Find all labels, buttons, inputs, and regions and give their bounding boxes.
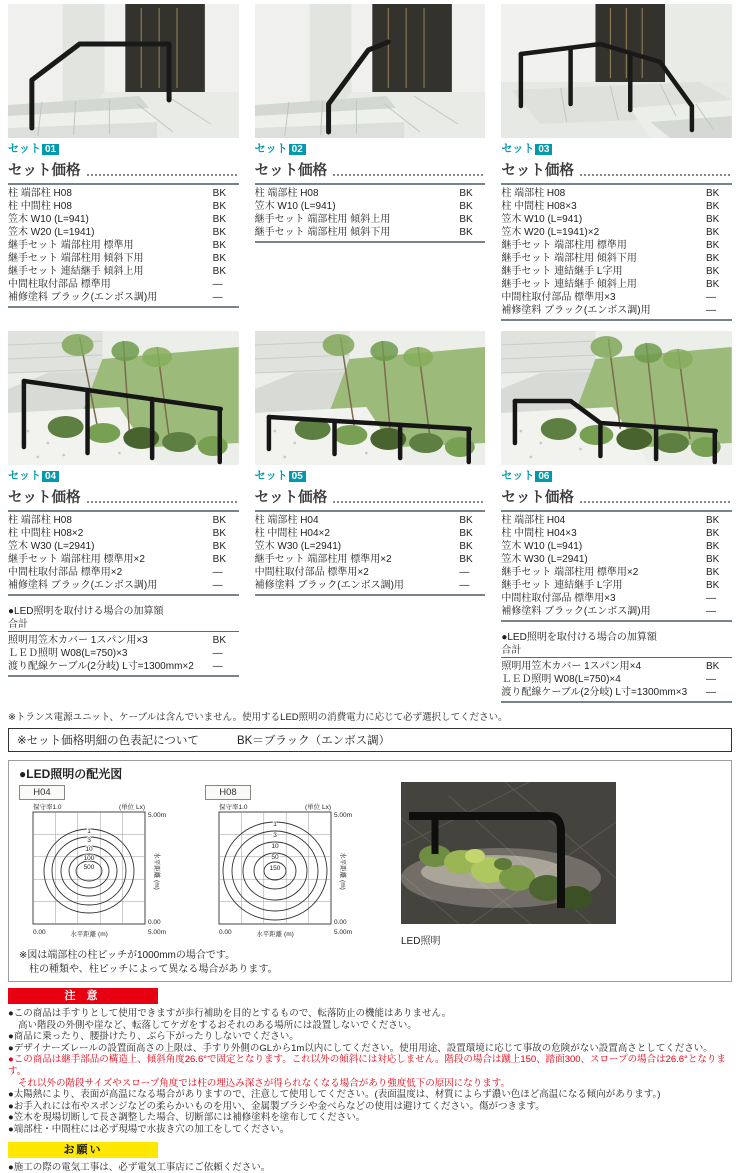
part-color: BK	[212, 188, 226, 199]
part-name: 笠木 W30 (L=2941)	[8, 541, 95, 552]
svg-text:10: 10	[85, 846, 93, 853]
price-row	[501, 514, 732, 527]
dotted-leader	[87, 501, 237, 503]
price-table	[255, 512, 486, 596]
part-name: 笠木 W10 (L=941)	[8, 214, 89, 225]
price-row	[8, 187, 239, 200]
part-name: 中間柱取付部品 標準用×2	[8, 567, 123, 578]
led-addon-title: ●LED照明を取付ける場合の加算額	[8, 606, 164, 617]
request-title: お願い	[8, 1142, 158, 1158]
price-row	[501, 605, 732, 618]
part-color: BK	[459, 515, 473, 526]
price-table	[501, 512, 732, 622]
color-legend-label: ※セット価格明細の色表記について	[17, 735, 199, 747]
set-tag-number: 06	[535, 471, 552, 482]
price-row	[501, 304, 732, 317]
price-row	[8, 634, 239, 647]
part-name: 継手セット 端部柱用 傾斜下用	[254, 227, 391, 238]
part-name: 柱 中間柱 H04×3	[501, 528, 577, 539]
led-addon-block	[8, 605, 239, 677]
caution-line: ●お手入れには布やスポンジなどの柔らかいものを用い、金属製ブラシや金べらなどの使用は避けてください。傷がつきます。	[8, 1100, 545, 1112]
part-color: BK	[706, 240, 720, 251]
led-distribution-section	[8, 760, 732, 982]
price-header	[501, 159, 732, 185]
part-name: 継手セット 端部柱用 傾斜下用	[8, 253, 144, 264]
price-row	[8, 647, 239, 660]
chart-label-h04: H04	[19, 785, 65, 800]
part-color: BK	[459, 528, 473, 539]
svg-text:5.00m: 5.00m	[334, 929, 353, 936]
price-header-label: セット価格	[8, 490, 81, 506]
part-color: —	[459, 580, 470, 591]
part-color: BK	[459, 214, 473, 225]
dotted-leader	[333, 174, 483, 176]
price-row	[501, 239, 732, 252]
set-tag-label: セット	[8, 470, 41, 482]
sets-row-1	[0, 0, 740, 321]
price-row	[501, 566, 732, 579]
set-card-01	[8, 4, 239, 321]
price-row	[255, 213, 486, 226]
part-name: 照明用笠木カバー 1スパン用×4	[501, 661, 642, 672]
part-color: —	[706, 606, 716, 617]
led-section-title: ●LED照明の配光図	[19, 767, 123, 781]
price-row	[501, 278, 732, 291]
part-color: BK	[212, 528, 226, 539]
price-header-label: セット価格	[254, 490, 328, 506]
price-row	[255, 566, 486, 579]
svg-text:5.00m: 5.00m	[148, 812, 167, 819]
part-color: BK	[212, 266, 226, 277]
part-color: BK	[706, 279, 720, 290]
price-row	[8, 265, 239, 278]
part-color: BK	[212, 227, 226, 238]
transformer-note: ※トランス電源ユニット、ケーブルは含んでいません。使用するLED照明の消費電力に応じて必ず選択してください。	[8, 712, 508, 723]
part-name: 継手セット 端部柱用 標準用×2	[254, 554, 392, 565]
led-addon-total-label: 合計	[8, 618, 239, 632]
led-addon-table	[8, 632, 239, 677]
price-header-label: セット価格	[8, 163, 81, 179]
svg-text:150: 150	[269, 865, 281, 872]
price-row	[8, 579, 239, 592]
set-tag-number: 04	[42, 471, 59, 482]
part-color: —	[212, 648, 223, 659]
part-color: BK	[706, 188, 720, 199]
set-tag	[8, 143, 239, 156]
part-name: ＬＥＤ照明 W08(L=750)×3	[8, 648, 128, 659]
svg-text:1: 1	[87, 828, 91, 835]
part-color: —	[212, 580, 223, 591]
part-name: 柱 中間柱 H08×3	[501, 201, 577, 212]
part-color: BK	[212, 214, 226, 225]
color-legend-box	[8, 728, 732, 752]
svg-text:0.00: 0.00	[334, 919, 347, 926]
caution-line: ●商品に乗ったり、腰掛けたり、ぶら下がったりしないでください。	[8, 1031, 299, 1043]
svg-text:100: 100	[83, 855, 95, 862]
price-row	[8, 278, 239, 291]
chart-block-h04	[19, 782, 205, 947]
price-row	[8, 226, 239, 239]
light-distribution-chart-h04	[19, 801, 205, 941]
chart-block-h08	[205, 782, 391, 947]
part-name: 補修塗料 ブラック(エンボス調)用	[8, 580, 158, 591]
price-row	[8, 540, 239, 553]
part-name: 笠木 W20 (L=1941)×2	[501, 227, 600, 238]
price-header	[8, 486, 239, 512]
price-row	[255, 579, 486, 592]
part-color: BK	[706, 528, 720, 539]
caution-line: 高い階段の外側や崖など、転落してケガをするおそれのある場所には設置しないでください。	[18, 1019, 417, 1031]
led-addon-title: ●LED照明を取付ける場合の加算額	[501, 632, 657, 643]
part-name: 柱 端部柱 H08	[254, 188, 319, 199]
part-color: —	[212, 661, 223, 672]
dotted-leader	[580, 501, 730, 503]
price-table	[501, 185, 732, 321]
price-row	[501, 527, 732, 540]
set-tag	[8, 470, 239, 483]
price-row	[255, 553, 486, 566]
led-lighting-photo	[401, 782, 616, 924]
price-header-label: セット価格	[501, 163, 574, 179]
set-card-02	[255, 4, 486, 321]
led-note-line1: ※図は端部柱の柱ピッチが1000mmの場合です。	[19, 950, 236, 961]
set-tag-label: セット	[501, 470, 535, 482]
part-color: BK	[459, 227, 473, 238]
part-name: 中間柱取付部品 標準用	[8, 279, 111, 290]
svg-text:500: 500	[83, 864, 95, 871]
part-color: —	[212, 279, 223, 290]
price-row	[501, 291, 732, 304]
request-list	[0, 1162, 740, 1173]
chart-label-h08: H08	[205, 785, 251, 800]
part-color: —	[459, 567, 470, 578]
part-name: 笠木 W10 (L=941)	[501, 541, 583, 552]
price-row	[255, 187, 486, 200]
part-color: BK	[212, 240, 226, 251]
part-color: BK	[706, 661, 720, 672]
part-color: BK	[459, 201, 473, 212]
part-name: 柱 中間柱 H08×2	[8, 528, 84, 539]
caution-line: ●この商品は手すりとして使用できますが歩行補助を目的とするもので、転落防止の機能はありません。	[8, 1008, 452, 1019]
part-color: BK	[212, 541, 226, 552]
set-tag-number: 05	[289, 471, 306, 482]
svg-text:保守率1.0: 保守率1.0	[219, 804, 248, 811]
led-photo-block	[401, 782, 616, 947]
stair-handrail-illustration-01	[8, 4, 239, 138]
part-name: 継手セット 端部柱用 標準用	[501, 240, 627, 251]
price-header	[501, 486, 732, 512]
part-color: —	[706, 593, 716, 604]
part-name: 渡り配線ケーブル(2分岐) L寸=1300mm×3	[501, 687, 688, 698]
part-name: 補修塗料 ブラック(エンボス調)用	[501, 606, 651, 617]
price-row	[8, 660, 239, 673]
caution-line: ●この商品は継手部品の構造上、傾斜角度26.6°で固定となります。これ以外の傾斜には対応しません。階段の場合は蹴上150、踏面300、スロープの場合は26.6°となります。	[8, 1054, 726, 1077]
part-name: 笠木 W10 (L=941)	[501, 214, 583, 225]
set-tag	[501, 143, 732, 156]
price-row	[501, 686, 732, 699]
set-tag-label: セット	[8, 143, 41, 155]
part-color: BK	[706, 554, 720, 565]
set-tag-number: 03	[535, 144, 552, 155]
part-color: BK	[212, 515, 226, 526]
part-color: BK	[212, 554, 226, 565]
dotted-leader	[333, 501, 483, 503]
price-row	[255, 540, 486, 553]
caution-title: 注 意	[8, 988, 158, 1004]
set-tag-label: セット	[501, 143, 535, 155]
price-row	[501, 226, 732, 239]
part-name: ＬＥＤ照明 W08(L=750)×4	[501, 674, 621, 685]
svg-text:(単位 Lx): (単位 Lx)	[305, 804, 331, 811]
caution-line: ●笠木を現場切断して長さ調整した場合、切断部には補修塗料を塗布してください。	[8, 1112, 366, 1124]
set-tag-number: 01	[42, 144, 59, 155]
part-color: BK	[212, 201, 226, 212]
price-header-label: セット価格	[501, 490, 574, 506]
set-tag	[255, 470, 486, 483]
part-name: 継手セット 端部柱用 標準用×2	[8, 554, 145, 565]
part-name: 柱 端部柱 H04	[254, 515, 319, 526]
caution-line: それ以外の階段サイズやスロープ角度では柱の埋込み深さが得られなくなる場合があり強度低下の原因になります。	[18, 1077, 511, 1089]
price-row	[8, 252, 239, 265]
svg-text:(単位 Lx): (単位 Lx)	[119, 804, 145, 811]
price-row	[255, 527, 486, 540]
part-name: 渡り配線ケーブル(2分岐) L寸=1300mm×2	[8, 661, 194, 672]
price-row	[501, 660, 732, 673]
price-row	[501, 540, 732, 553]
part-color: —	[212, 567, 223, 578]
price-row	[8, 514, 239, 527]
price-row	[501, 673, 732, 686]
price-row	[8, 200, 239, 213]
part-name: 継手セット 端部柱用 標準用	[8, 240, 134, 251]
dotted-leader	[87, 174, 237, 176]
price-row	[8, 566, 239, 579]
part-color: BK	[706, 253, 720, 264]
svg-text:1: 1	[273, 821, 277, 828]
svg-text:水平距離 (m): 水平距離 (m)	[256, 931, 294, 938]
part-name: 中間柱取付部品 標準用×3	[501, 292, 616, 303]
garden-railing-illustration-05	[255, 331, 486, 465]
part-color: —	[706, 292, 716, 303]
set-tag	[501, 470, 732, 483]
svg-text:5.00m: 5.00m	[148, 929, 167, 936]
svg-text:5.00m: 5.00m	[334, 812, 353, 819]
price-header	[255, 159, 486, 185]
garden-railing-illustration-04	[8, 331, 239, 465]
led-notes	[19, 949, 721, 977]
svg-text:3: 3	[87, 837, 91, 844]
part-name: 笠木 W20 (L=1941)	[8, 227, 95, 238]
garden-railing-illustration-06	[501, 331, 732, 465]
price-row	[255, 514, 486, 527]
dotted-leader	[580, 174, 730, 176]
svg-text:10: 10	[271, 843, 279, 850]
part-color: —	[706, 687, 716, 698]
led-addon-total-label: 合計	[501, 644, 732, 658]
price-header	[255, 486, 486, 512]
price-row	[8, 553, 239, 566]
price-row	[501, 592, 732, 605]
set-card-06	[501, 331, 732, 703]
price-table	[255, 185, 486, 243]
set-tag-label: セット	[254, 470, 288, 482]
stair-handrail-illustration-02	[255, 4, 486, 138]
price-row	[501, 265, 732, 278]
part-name: 笠木 W30 (L=2941)	[254, 541, 342, 552]
color-legend-value: BK＝ブラック（エンボス調）	[237, 735, 391, 747]
part-name: 継手セット 連結継手 L字用	[501, 266, 623, 277]
part-name: 補修塗料 ブラック(エンボス調)用	[8, 292, 158, 303]
price-row	[8, 213, 239, 226]
sets-row-2	[0, 327, 740, 703]
part-name: 柱 端部柱 H08	[8, 188, 72, 199]
caution-line: ●太陽熱により、表面が高温になる場合がありますので、注意して使用してください。(表面温度は、材質によらず濃い色ほど高温になる傾向があります。)	[8, 1089, 661, 1101]
set-tag-number: 02	[289, 144, 306, 155]
price-row	[8, 291, 239, 304]
led-addon-block	[501, 631, 732, 703]
svg-text:水平距離 (m): 水平距離 (m)	[70, 931, 108, 938]
part-color: —	[706, 305, 716, 316]
part-color: BK	[706, 567, 720, 578]
part-name: 柱 中間柱 H08	[8, 201, 72, 212]
svg-text:保守率1.0: 保守率1.0	[33, 804, 62, 811]
part-name: 継手セット 連結継手 L字用	[501, 580, 623, 591]
part-name: 柱 端部柱 H08	[8, 515, 72, 526]
set-tag	[255, 143, 486, 156]
part-color: BK	[706, 266, 720, 277]
svg-text:水平距離 (m): 水平距離 (m)	[339, 852, 346, 890]
price-row	[8, 239, 239, 252]
part-name: 笠木 W10 (L=941)	[254, 201, 336, 212]
part-name: 継手セット 連結継手 傾斜上用	[501, 279, 637, 290]
part-color: BK	[706, 214, 720, 225]
price-row	[255, 200, 486, 213]
part-color: BK	[459, 188, 473, 199]
svg-text:0.00: 0.00	[148, 919, 161, 926]
request-line: ●施工の際の電気工事は、必ず電気工事店にご依頼ください。	[8, 1161, 271, 1173]
part-color: BK	[706, 227, 720, 238]
svg-text:50: 50	[271, 854, 279, 861]
part-name: 柱 端部柱 H08	[501, 188, 566, 199]
price-row	[501, 579, 732, 592]
stair-handrail-illustration-03	[501, 4, 732, 138]
price-table	[8, 512, 239, 596]
svg-text:水平距離 (m): 水平距離 (m)	[153, 852, 160, 890]
part-name: 中間柱取付部品 標準用×2	[254, 567, 369, 578]
part-color: —	[706, 674, 716, 685]
caution-line: ●デザイナーズレールの設置面高さの上限は、手すり外側のGLから1m以内にしてください。使用用途、設置環境に応じて事故の危険がない設置高さとしてください。	[8, 1042, 713, 1054]
part-name: 補修塗料 ブラック(エンボス調)用	[254, 580, 404, 591]
price-row	[8, 527, 239, 540]
set-card-05	[255, 331, 486, 703]
price-row	[501, 213, 732, 226]
caution-line: ●端部柱・中間柱には必ず現場で水抜き穴の加工をしてください。	[8, 1123, 290, 1135]
part-color: BK	[706, 541, 720, 552]
part-color: BK	[459, 541, 473, 552]
part-color: BK	[706, 515, 720, 526]
price-row	[255, 226, 486, 239]
part-color: BK	[212, 635, 226, 646]
price-row	[501, 187, 732, 200]
price-row	[501, 200, 732, 213]
part-name: 継手セット 連結継手 傾斜上用	[8, 266, 144, 277]
led-photo-caption: LED照明	[401, 936, 441, 947]
price-table	[8, 185, 239, 308]
part-name: 中間柱取付部品 標準用×3	[501, 593, 616, 604]
part-name: 継手セット 端部柱用 標準用×2	[501, 567, 639, 578]
part-name: 継手セット 端部柱用 傾斜上用	[254, 214, 391, 225]
price-row	[501, 553, 732, 566]
part-name: 柱 端部柱 H04	[501, 515, 566, 526]
part-color: BK	[459, 554, 473, 565]
part-name: 柱 中間柱 H04×2	[254, 528, 330, 539]
part-color: —	[212, 292, 223, 303]
caution-list	[0, 1008, 740, 1136]
part-name: 照明用笠木カバー 1スパン用×3	[8, 635, 148, 646]
price-header	[8, 159, 239, 185]
led-addon-table	[501, 658, 732, 703]
set-tag-label: セット	[254, 143, 288, 155]
part-name: 継手セット 端部柱用 傾斜下用	[501, 253, 637, 264]
part-color: BK	[706, 201, 720, 212]
part-name: 補修塗料 ブラック(エンボス調)用	[501, 305, 651, 316]
part-color: BK	[212, 253, 226, 264]
set-card-04	[8, 331, 239, 703]
svg-text:3: 3	[273, 832, 277, 839]
light-distribution-chart-h08	[205, 801, 391, 941]
part-name: 笠木 W30 (L=2941)	[501, 554, 588, 565]
svg-text:0.00: 0.00	[33, 929, 46, 936]
svg-text:0.00: 0.00	[219, 929, 232, 936]
set-card-03	[501, 4, 732, 321]
price-row	[501, 252, 732, 265]
part-color: BK	[706, 580, 720, 591]
led-note-line2: 柱の種類や、柱ピッチによって異なる場合があります。	[29, 964, 278, 975]
price-header-label: セット価格	[254, 163, 328, 179]
